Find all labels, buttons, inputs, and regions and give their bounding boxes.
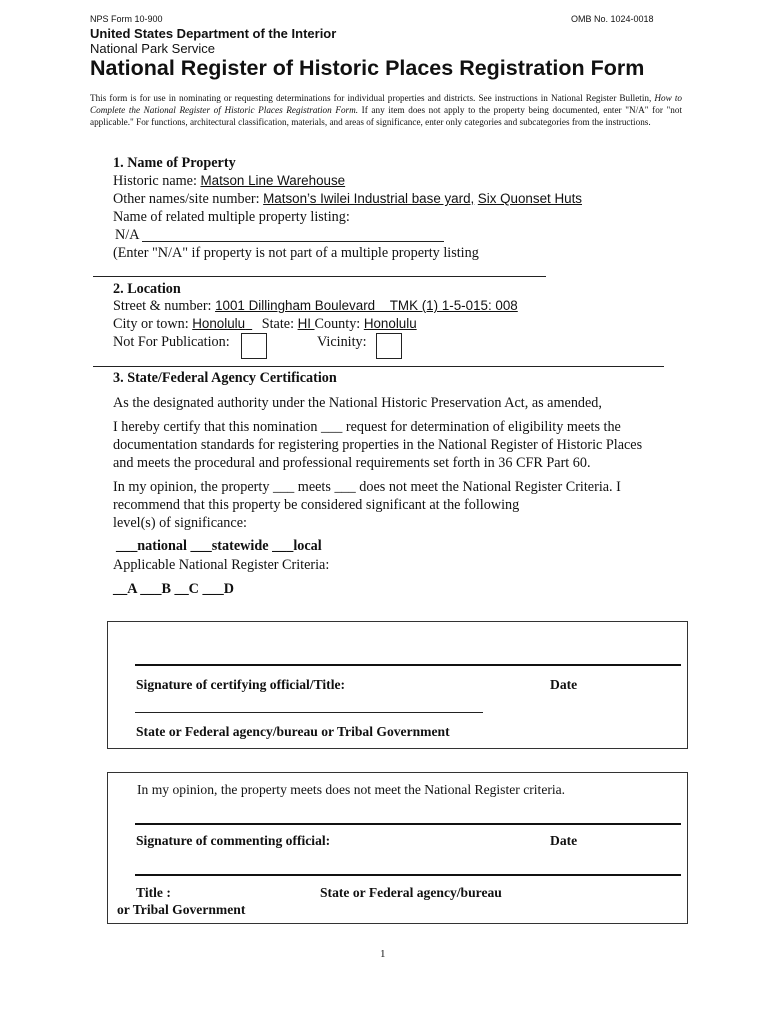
intro-part2: If any item does not apply to the property being documented, enter "N/A" for "not applicable." For functions, architectural classification, materials, and areas of significance, enter only categories and subcategories from the instructions. bbox=[90, 105, 682, 127]
section3-heading: 3. State/Federal Agency Certification bbox=[113, 370, 337, 386]
commenting-title-line[interactable] bbox=[135, 874, 681, 876]
county-label: County: bbox=[314, 316, 361, 332]
certify-line-3: and meets the procedural and professional requirements set forth in 36 CFR Part 60. bbox=[113, 455, 591, 471]
certifying-agency-line[interactable] bbox=[135, 712, 483, 713]
section2-heading: 2. Location bbox=[113, 281, 181, 297]
service-name: National Park Service bbox=[90, 41, 215, 56]
certifying-agency-label: State or Federal agency/bureau or Tribal Government bbox=[136, 724, 450, 739]
commenting-title-label: Title : bbox=[136, 885, 171, 900]
related-listing-value[interactable]: N/A bbox=[115, 227, 140, 243]
not-for-publication-checkbox[interactable] bbox=[241, 333, 267, 359]
section-divider-1 bbox=[93, 276, 546, 277]
form-number: NPS Form 10-900 bbox=[90, 14, 163, 24]
related-listing-line bbox=[142, 241, 444, 242]
opinion-line-1: In my opinion, the property ___ meets ___ does not meet the National Register Criteria. I bbox=[113, 479, 621, 495]
county-value[interactable]: Honolulu bbox=[363, 316, 417, 331]
section-divider-2 bbox=[93, 366, 664, 367]
other-names-value-1[interactable]: Matson’s Iwilei Industrial base yard, bbox=[263, 191, 475, 206]
commenting-opinion-text: In my opinion, the property meets does not meet the National Register criteria. bbox=[137, 782, 566, 797]
vicinity-label: Vicinity: bbox=[317, 334, 367, 350]
other-names-label: Other names/site number: bbox=[113, 191, 260, 207]
state-label: State: bbox=[261, 316, 295, 332]
intro-bulletin-title: How to Complete the National Register of Historic Places Registration Form. bbox=[90, 93, 682, 115]
omb-number: OMB No. 1024-0018 bbox=[571, 14, 654, 24]
other-names-row bbox=[113, 191, 582, 208]
commenting-date-label: Date bbox=[550, 833, 578, 848]
street-row bbox=[113, 298, 518, 315]
opinion-line-3: level(s) of significance: bbox=[113, 515, 247, 531]
opinion-line-2: recommend that this property be considered significant at the following bbox=[113, 497, 520, 513]
commenting-agency-label: State or Federal agency/bureau bbox=[320, 885, 502, 900]
intro-part1: This form is for use in nominating or requesting determinations for individual properties and districts. See instructions in National Register Bulletin, bbox=[90, 93, 655, 103]
related-listing-label: Name of related multiple property listing: bbox=[113, 209, 350, 225]
other-names-value-2[interactable]: Six Quonset Huts bbox=[477, 191, 582, 206]
commenting-signature-label: Signature of commenting official: bbox=[136, 833, 331, 848]
state-value[interactable]: HI bbox=[297, 316, 311, 331]
historic-name-label: Historic name: bbox=[113, 173, 197, 189]
certifying-signature-label: Signature of certifying official/Title: bbox=[136, 677, 346, 692]
city-row bbox=[113, 316, 417, 333]
certify-line-1: I hereby certify that this nomination ___ request for determination of eligibility meets the bbox=[113, 419, 621, 435]
significance-levels[interactable]: ___national ___statewide ___local bbox=[116, 538, 322, 554]
authority-statement: As the designated authority under the National Historic Preservation Act, as amended, bbox=[113, 395, 602, 411]
section1-heading: 1. Name of Property bbox=[113, 155, 236, 171]
not-for-publication-label: Not For Publication: bbox=[113, 334, 230, 350]
street-value[interactable]: 1001 Dillingham Boulevard TMK (1) 1-5-015: 008 bbox=[215, 298, 518, 313]
certify-line-2: documentation standards for registering properties in the National Register of Historic Places bbox=[113, 437, 643, 453]
certifying-date-label: Date bbox=[550, 677, 578, 692]
vicinity-checkbox[interactable] bbox=[376, 333, 402, 359]
department-name: United States Department of the Interior bbox=[90, 26, 337, 41]
street-label: Street & number: bbox=[113, 298, 212, 314]
intro-paragraph bbox=[90, 92, 682, 128]
historic-name-row bbox=[113, 173, 345, 190]
commenting-tribal-label: or Tribal Government bbox=[117, 902, 246, 917]
city-label: City or town: bbox=[113, 316, 189, 332]
page-number: 1 bbox=[380, 948, 386, 960]
city-value[interactable]: Honolulu bbox=[192, 316, 246, 331]
related-listing-note: (Enter "N/A" if property is not part of a multiple property listing bbox=[113, 245, 479, 261]
historic-name-value[interactable]: Matson Line Warehouse bbox=[200, 173, 346, 188]
page-title: National Register of Historic Places Registration Form bbox=[90, 56, 645, 80]
certifying-signature-line[interactable] bbox=[135, 664, 681, 666]
commenting-signature-line[interactable] bbox=[135, 823, 681, 825]
criteria-options[interactable]: __A ___B __C ___D bbox=[113, 581, 234, 597]
criteria-label: Applicable National Register Criteria: bbox=[113, 557, 330, 573]
